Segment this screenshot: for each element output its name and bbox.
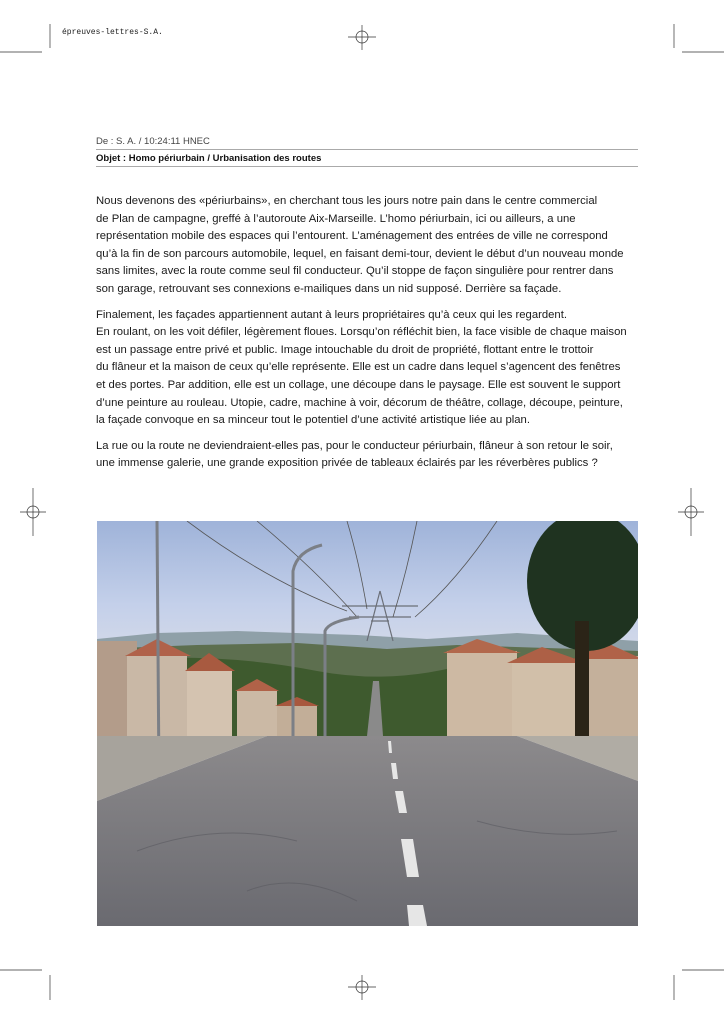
text-line: Finalement, les façades appartiennent autant à leurs propriétaires qu’à ceux qui les regardent. [96,308,567,321]
text-line: est un passage entre privé et public. Image intouchable du droit de propriété, flottant entre le trottoir [96,343,594,356]
street-photo [97,521,638,926]
text-line: du flâneur et la maison de ceux qu’elle représente. Elle est un cadre dans lequel s’agencent des fenêtres [96,361,621,374]
text-line: qu’à la fin de son parcours automobile, lequel, en faisant demi-tour, devient le début d’un nouveau monde [96,247,624,260]
header-rule-bottom [96,166,638,167]
header-rule-top [96,149,638,150]
text-line: son garage, retrouvant ses connexions e-mailiques dans un nid supposé. Derrière sa façade. [96,282,562,295]
text-line: La rue ou la route ne deviendraient-elles pas, pour le conducteur périurbain, flâneur à son retour le soir, [96,439,613,452]
text-line: et des portes. Par addition, elle est un collage, une découpe dans le paysage. Elle est souvent le support [96,378,621,391]
email-from: De : S. A. / 10:24:11 HNEC [96,136,210,147]
text-line: la façade convoque en sa minceur tout le potentiel d’une activité artistique liée au plan. [96,414,530,427]
text-line: une immense galerie, une grande exposition privée de tableaux éclairés par les réverbères publics ? [96,457,598,470]
paragraph-2 [96,307,648,430]
print-slug: épreuves-lettres-S.A. [62,28,163,37]
paragraph-3 [96,438,648,473]
text-line: En roulant, on les voit défiler, légèrement floues. Lorsqu’on réfléchit bien, la face visible de chaque maison [96,326,627,339]
paragraph-1 [96,193,648,299]
body-text [96,193,648,481]
text-line: d’une peinture au rouleau. Utopie, cadre, machine à voir, décorum de théâtre, collage, découpe, peinture, [96,396,623,409]
text-line: représentation mobile des espaces qui l’entourent. L’aménagement des entrées de ville ne correspond [96,230,608,243]
text-line: sans limites, avec la route comme seul fil conducteur. Qu’il stoppe de façon singulière pour rentrer dans [96,265,614,278]
text-line: de Plan de campagne, greffé à l’autoroute Aix-Marseille. L’homo périurbain, ici ou ailleurs, a une [96,212,576,225]
text-line: Nous devenons des «périurbains», en cherchant tous les jours notre pain dans le centre commercial [96,195,598,207]
email-subject: Objet : Homo périurbain / Urbanisation des routes [96,153,322,164]
